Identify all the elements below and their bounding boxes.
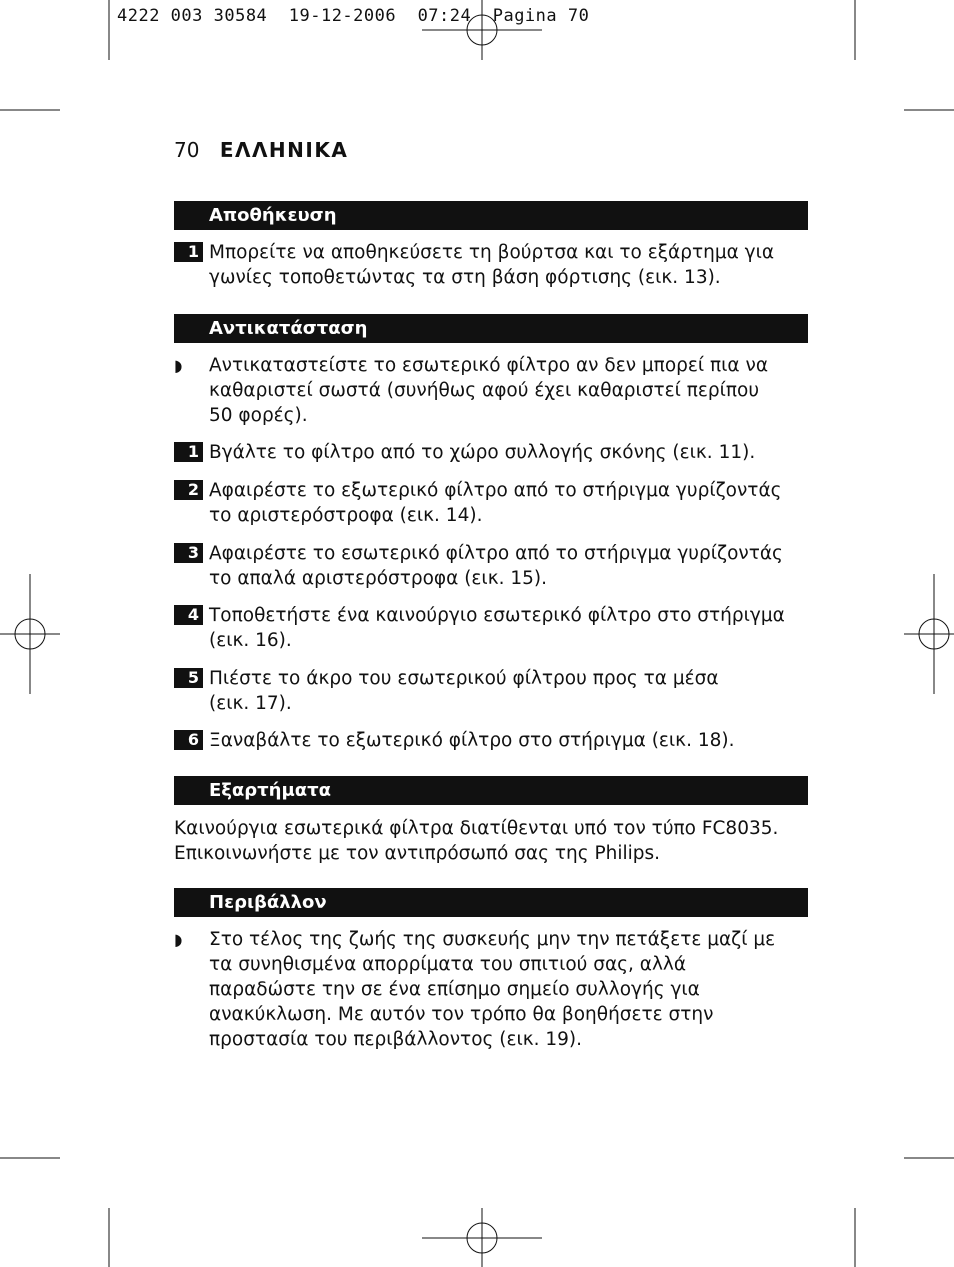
environment-bullet (174, 927, 814, 1052)
accessories-text: Καινούργια εσωτερικά φίλτρα διατίθενται υπό τον τύπο FC8035. Επικοινωνήστε με τον αντιπρόσωπό σας της Philips. (174, 818, 779, 864)
replacement-bullet (174, 353, 814, 428)
replacement-step (174, 603, 814, 653)
step-text: Μπορείτε να αποθηκεύσετε τη βούρτσα και το εξάρτημα για γωνίες τοποθετώντας τα στη βάση φόρτισης (εικ. 13). (209, 242, 775, 288)
replacement-step (174, 728, 814, 753)
step-text: Πιέστε το άκρο του εσωτερικού φίλτρου προς τα μέσα (εικ. 17). (209, 668, 719, 714)
section-header-environment: Περιβάλλον (174, 888, 808, 917)
section-header-replacement: Αντικατάσταση (174, 314, 808, 343)
replacement-step (174, 541, 814, 591)
step-number: 4 (174, 605, 203, 625)
step-number: 3 (174, 543, 203, 563)
page-number: 70 (174, 138, 200, 162)
page-header (174, 138, 348, 162)
step-number: 2 (174, 480, 203, 500)
section-header-accessories: Εξαρτήματα (174, 776, 808, 805)
replacement-step (174, 478, 814, 528)
step-text: Βγάλτε το φίλτρο από το χώρο συλλογής σκόνης (εικ. 11). (209, 442, 756, 463)
step-number: 6 (174, 730, 203, 750)
replacement-step (174, 666, 814, 716)
step-number: 1 (174, 242, 203, 262)
bullet-icon: ◗ (174, 356, 183, 375)
print-slug: 4222 003 30584 19-12-2006 07:24 Pagina 70 (117, 6, 590, 26)
step-number: 1 (174, 442, 203, 462)
replacement-step (174, 440, 814, 465)
language-title: ΕΛΛΗΝΙΚΑ (219, 138, 349, 162)
bullet-text: Στο τέλος της ζωής της συσκευής μην την πετάξετε μαζί με τα συνηθισμένα απορρίματα του σπιτιού σας, αλλά παραδώστε την σε ένα επίσημο σημείο συλλογής για ανακύκλωση. Με αυτόν τον τρόπο θα βοηθήσετε στην προστασία του περιβάλλοντος (εικ. 19). (209, 929, 776, 1050)
storage-step (174, 240, 814, 290)
step-text: Ξαναβάλτε το εξωτερικό φίλτρο στο στήριγμα (εικ. 18). (209, 730, 735, 751)
bullet-text: Αντικαταστείστε το εσωτερικό φίλτρο αν δεν μπορεί πια να καθαριστεί σωστά (συνήθως αφού έχει καθαριστεί περίπου 50 φορές). (209, 355, 769, 426)
step-text: Αφαιρέστε το εσωτερικό φίλτρο από το στήριγμα γυρίζοντάς το απαλά αριστερόστροφα (εικ. 15). (209, 543, 783, 589)
step-text: Τοποθετήστε ένα καινούργιο εσωτερικό φίλτρο στο στήριγμα (εικ. 16). (209, 605, 785, 651)
step-number: 5 (174, 668, 203, 688)
bullet-icon: ◗ (174, 930, 183, 949)
step-text: Αφαιρέστε το εξωτερικό φίλτρο από το στήριγμα γυρίζοντάς το αριστερόστροφα (εικ. 14). (209, 480, 782, 526)
section-header-storage: Αποθήκευση (174, 201, 808, 230)
